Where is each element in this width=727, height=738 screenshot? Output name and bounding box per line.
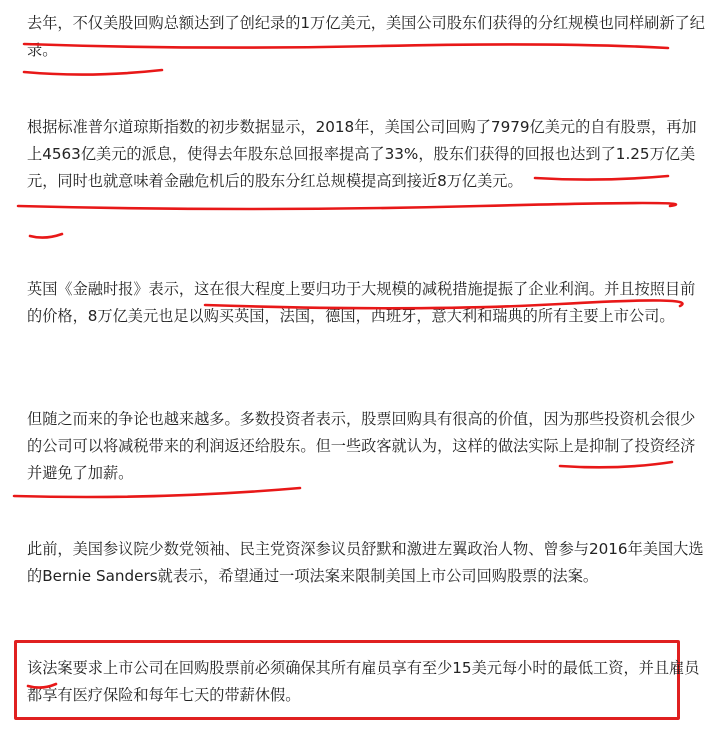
paragraph-sp-data: 根据标准普尔道琼斯指数的初步数据显示，2018年，美国公司回购了7979亿美元的自有股票，再加上4563亿美元的派息，使得去年股东总回报率提高了33%，股东们获得的回报也达到了1.25万亿美元，同时也就意味着金融危机后的股东分红总规模提高到接近8万亿美元。 [27, 118, 697, 190]
paragraph-ft-tax-cuts: 英国《金融时报》表示，这在很大程度上要归功于大规模的减税措施提振了企业利润。并且按照目前的价格，8万亿美元也足以购买英国，法国，德国，西班牙，意大利和瑞典的所有主要上市公司。 [27, 280, 696, 325]
paragraph-senate-bill: 此前，美国参议院少数党领袖、民主党资深参议员舒默和激进左翼政治人物、曾参与2016年美国大选的Bernie Sanders就表示，希望通过一项法案来限制美国上市公司回购股票的法案。 [27, 540, 704, 585]
paragraph-record-dividends: 去年，不仅美股回购总额达到了创纪录的1万亿美元，美国公司股东们获得的分红规模也同样刷新了纪录。 [27, 14, 705, 59]
underline-mark [14, 488, 300, 497]
underline-mark [24, 70, 162, 75]
paragraph-debate: 但随之而来的争论也越来越多。多数投资者表示，股票回购具有很高的价值，因为那些投资机会很少的公司可以将减税带来的利润返还给股东。但一些政客就认为，这样的做法实际上是抑制了投资经济并避免了加薪。 [27, 410, 696, 482]
underline-mark [18, 203, 676, 209]
underline-mark [30, 234, 62, 238]
paragraph-bill-requirements: 该法案要求上市公司在回购股票前必须确保其所有雇员享有至少15美元每小时的最低工资，并且雇员都享有医疗保险和每年七天的带薪休假。 [27, 659, 700, 704]
